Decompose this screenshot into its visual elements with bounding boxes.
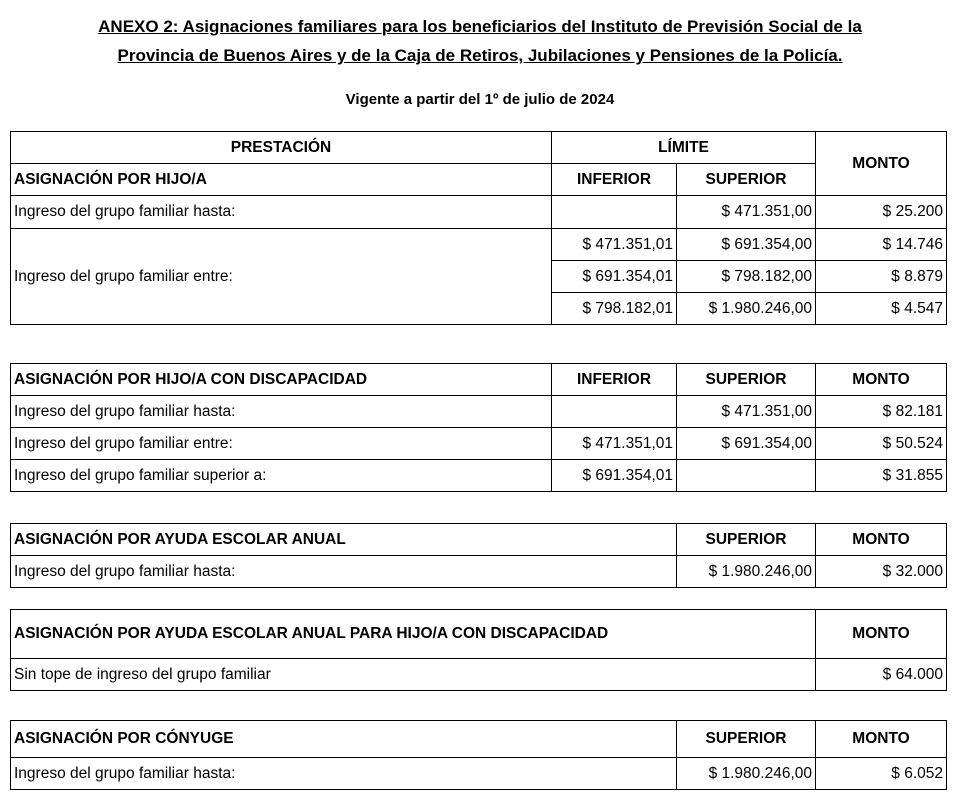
- header-superior: SUPERIOR: [677, 721, 816, 758]
- cell-superior: $ 1.980.246,00: [677, 556, 816, 588]
- header-monto: MONTO: [816, 721, 947, 758]
- empty-cell: [552, 721, 677, 758]
- document-title: [0, 12, 960, 70]
- cell-monto: $ 4.547: [816, 293, 947, 325]
- table-subheader-row: [11, 164, 947, 196]
- table-header-row: [11, 524, 947, 556]
- cell-monto: $ 8.879: [816, 261, 947, 293]
- cell-monto: $ 82.181: [816, 396, 947, 428]
- cell-superior: $ 1.980.246,00: [677, 293, 816, 325]
- row-label: Sin tope de ingreso del grupo familiar: [11, 659, 677, 691]
- row-label: Ingreso del grupo familiar hasta:: [11, 396, 552, 428]
- cell-monto: $ 6.052: [816, 758, 947, 790]
- cell-inferior: $ 471.351,01: [552, 229, 677, 261]
- title-line-2: Provincia de Buenos Aires y de la Caja de Retiros, Jubilaciones y Pensiones de la Policía.: [117, 46, 843, 65]
- empty-cell: [552, 556, 677, 588]
- cell-superior: $ 691.354,00: [677, 428, 816, 460]
- table-header-row: [11, 610, 947, 659]
- cell-monto: $ 64.000: [816, 659, 947, 691]
- header-inferior: INFERIOR: [552, 364, 677, 396]
- header-prestacion: PRESTACIÓN: [11, 132, 552, 164]
- header-superior: SUPERIOR: [677, 524, 816, 556]
- cell-monto: $ 50.524: [816, 428, 947, 460]
- cell-superior: [677, 460, 816, 492]
- table-hijo: [10, 131, 947, 325]
- cell-inferior: [552, 196, 677, 229]
- cell-superior: $ 471.351,00: [677, 396, 816, 428]
- table-row: [11, 556, 947, 588]
- table-ayuda-escolar: [10, 523, 947, 588]
- header-limite: LÍMITE: [552, 132, 816, 164]
- row-label: Ingreso del grupo familiar entre:: [11, 229, 552, 325]
- table-discapacidad: [10, 363, 947, 492]
- cell-monto: $ 25.200: [816, 196, 947, 229]
- header-monto: MONTO: [816, 364, 947, 396]
- cell-inferior: $ 691.354,01: [552, 261, 677, 293]
- cell-monto: $ 14.746: [816, 229, 947, 261]
- table-row: [11, 196, 947, 229]
- validity-subtitle: Vigente a partir del 1º de julio de 2024: [345, 91, 615, 108]
- table-row: [11, 659, 947, 691]
- table-header-row: [11, 721, 947, 758]
- header-superior: SUPERIOR: [677, 364, 816, 396]
- cell-monto: $ 32.000: [816, 556, 947, 588]
- row-label: Ingreso del grupo familiar hasta:: [11, 556, 552, 588]
- header-monto: MONTO: [816, 132, 947, 196]
- header-monto: MONTO: [816, 524, 947, 556]
- table-header-row: [11, 132, 947, 164]
- cell-inferior: [552, 396, 677, 428]
- row-label: Ingreso del grupo familiar hasta:: [11, 196, 552, 229]
- empty-cell: [552, 758, 677, 790]
- section-title: ASIGNACIÓN POR AYUDA ESCOLAR ANUAL PARA HIJO/A CON DISCAPACIDAD: [11, 610, 677, 659]
- table-row: [11, 460, 947, 492]
- header-inferior: INFERIOR: [552, 164, 677, 196]
- empty-cell: [677, 610, 816, 659]
- empty-cell: [677, 659, 816, 691]
- header-superior: SUPERIOR: [677, 164, 816, 196]
- section-title: ASIGNACIÓN POR HIJO/A CON DISCAPACIDAD: [11, 364, 552, 396]
- section-title: ASIGNACIÓN POR HIJO/A: [11, 164, 552, 196]
- cell-inferior: $ 798.182,01: [552, 293, 677, 325]
- row-label: Ingreso del grupo familiar entre:: [11, 428, 552, 460]
- cell-inferior: $ 471.351,01: [552, 428, 677, 460]
- empty-cell: [552, 524, 677, 556]
- table-row: [11, 428, 947, 460]
- cell-superior: $ 691.354,00: [677, 229, 816, 261]
- section-title: ASIGNACIÓN POR AYUDA ESCOLAR ANUAL: [11, 524, 552, 556]
- table-conyuge: [10, 720, 947, 790]
- table-row: [11, 758, 947, 790]
- section-title: ASIGNACIÓN POR CÓNYUGE: [11, 721, 552, 758]
- table-ayuda-escolar-discapacidad: [10, 609, 947, 691]
- title-line-1: ANEXO 2: Asignaciones familiares para los beneficiarios del Instituto de Previsión Social de la: [98, 17, 862, 36]
- row-label: Ingreso del grupo familiar superior a:: [11, 460, 552, 492]
- row-label: Ingreso del grupo familiar hasta:: [11, 758, 552, 790]
- cell-inferior: $ 691.354,01: [552, 460, 677, 492]
- cell-monto: $ 31.855: [816, 460, 947, 492]
- header-monto: MONTO: [816, 610, 947, 659]
- table-header-row: [11, 364, 947, 396]
- cell-superior: $ 798.182,00: [677, 261, 816, 293]
- cell-superior: $ 471.351,00: [677, 196, 816, 229]
- cell-superior: $ 1.980.246,00: [677, 758, 816, 790]
- table-row: [11, 229, 947, 261]
- table-row: [11, 396, 947, 428]
